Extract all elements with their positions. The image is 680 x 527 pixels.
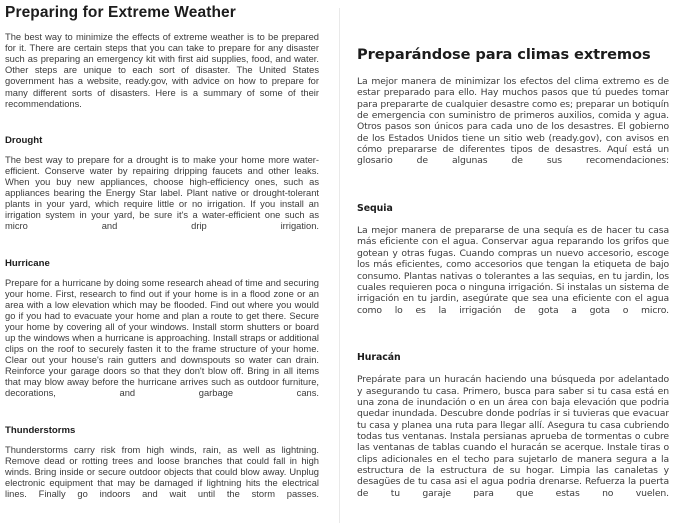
section-heading-huracan: Huracán bbox=[357, 352, 401, 364]
column-english bbox=[5, 0, 319, 527]
section-heading-drought: Drought bbox=[5, 134, 43, 146]
section-body-drought: The best way to prepare for a drought is to make your home more water-efficient. Conserve water by repairing dripping faucets and other leaks. When you buy new appliances, choose high-efficiency ones, such as appliances bearing the Energy Star label. Plant native or drought-tolerant plants in your yard, which require little or no irrigation. If you install an irrigation system in your yard, be sure it's a water-efficient one such as micro and drip irrigation. bbox=[5, 154, 319, 232]
section-body-huracan: Prepárate para un huracán haciendo una búsqueda por adelantado y asegurando tu casa. Primero, busca para saber si tu casa está en una zona de inundación o en un área con baja elevación que podria quedar inundada. Descubre donde podrías ir si tuvieras que evacuar tu casa y planea una ruta para llegar allí. Asegura tu casa cubriendo todas tus ventanas. Instala persianas aprueba de tormentas o cubre las ventanas de tablas cuando el huracán se acerque. Instale tiras o clips adicionales en el techo para sujetarlo de manera segura a la estructura de la estructura de su hogar. Limpia las canaletas y desagües de tu casa asi el agua podria drenarse. Refuerza la puerta de tu garaje para que estas no vuelen. bbox=[357, 374, 669, 499]
column-spanish bbox=[357, 0, 669, 527]
page-title-english: Preparing for Extreme Weather bbox=[5, 4, 236, 21]
section-heading-thunderstorms: Thunderstorms bbox=[5, 424, 76, 436]
section-heading-sequia: Sequia bbox=[357, 203, 393, 215]
section-heading-hurricane: Hurricane bbox=[5, 257, 50, 269]
intro-paragraph-english: The best way to minimize the effects of extreme weather is to be prepared for it. There are certain steps that you can take to prepare for any disaster such as preparing an emergency kit with first aid supplies, food, and water. Other steps are unique to each sort of disaster. The United States government has a website, ready.gov, with advice on how to prepare for many different sorts of disasters. Here is a summary of some of their recommendations. bbox=[5, 32, 319, 109]
page-title-spanish: Preparándose para climas extremos bbox=[357, 46, 651, 63]
section-body-hurricane: Prepare for a hurricane by doing some research ahead of time and securing your home. First, research to find out if your home is in a flood zone or an area with a low elevation which may be flooded. Find out where you would go if you had to evacuate your home and plan a route to get there. Secure your home by covering all of your windows. Install storm shutters or board up the windows when a hurricane is approaching. Install straps or additional clips on the roof to securely fasten it to the frame structure of your home. Clear out your house's rain gutters and downspouts so water can drain. Reinforce your garage doors so that they don't blow off. Bring in all items that may blow away before the hurricane arrives such as outdoor furniture, decorations, and garbage cans. bbox=[5, 277, 319, 399]
intro-paragraph-spanish: La mejor manera de minimizar los efectos del clima extremo es de estar preparado para ello. Hay muchos pasos que tú puedes tomar para prepararte de cualquier desastre como es; preparar un botiquín de emergencia con suministro de primeros auxilios, comida y agua. Otros pasos son únicos para cada uno de los desastres. El gobierno de los Estados Unidos tiene un sitio web (ready.gov), con avisos en cómo prepararse de diferentes tipos de desastres. Aquí está un glosario de algunas de sus recomendaciones: bbox=[357, 76, 669, 167]
column-divider bbox=[339, 8, 340, 523]
section-body-sequia: La mejor manera de prepararse de una sequía es de hacer tu casa más eficiente con el agua. Conservar agua reparando los grifos que gotean y otras fugas. Cuando compras un nuevo accesorio, escoge los más eficientes, como accesorios que tengan la etiqueta de bajo consumo. Plantas nativas o tolerantes a las sequias, en tu jardin, los cuales requieren poca o ninguna irrigación. Si instalas un sistema de irrigación en tu jardin, asegúrate que sea una eficiente con el agua como lo es la irrigación de gota a gota o micro. bbox=[357, 225, 669, 316]
section-body-thunderstorms: Thunderstorms carry risk from high winds, rain, as well as lightning. Remove dead or rotting trees and loose branches that could fall in high winds. Bring inside or secure outdoor objects that could blow away. Unplug electronic equipment that may be damaged if lightning hits the electrical lines. Finally go indoors and wait until the storm passes. bbox=[5, 444, 319, 500]
